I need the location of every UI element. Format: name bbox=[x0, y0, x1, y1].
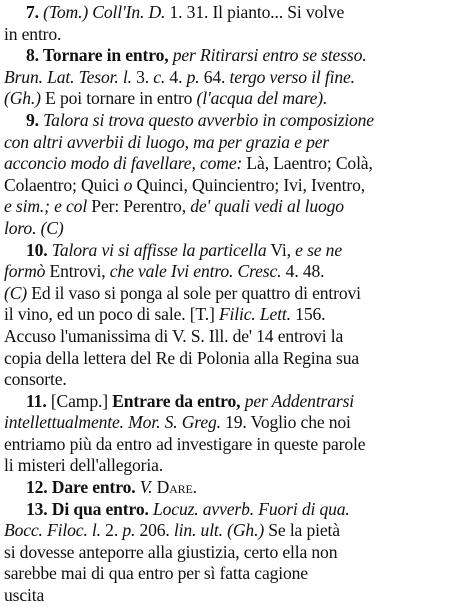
text-line bbox=[4, 2, 466, 24]
text-run: Talora si trova questo avverbio in composizione bbox=[43, 109, 374, 130]
text-line bbox=[4, 455, 466, 477]
text-line bbox=[4, 196, 466, 218]
text-run: (Gh.) bbox=[4, 88, 41, 109]
text-run: 13. Di qua entro. bbox=[26, 498, 149, 519]
text-run: Entrovi, bbox=[45, 261, 110, 282]
text-line bbox=[4, 520, 466, 542]
text-run: Vi, bbox=[266, 239, 296, 260]
text-run: 10. bbox=[26, 239, 52, 260]
text-line bbox=[4, 391, 466, 413]
text-line bbox=[4, 45, 466, 67]
text-run: loro. (C) bbox=[4, 217, 64, 238]
text-line bbox=[4, 348, 466, 370]
text-run: [Camp.] bbox=[50, 390, 113, 411]
text-run: Bocc. Filoc. l. bbox=[4, 520, 101, 541]
text-run: 9. bbox=[26, 109, 44, 130]
text-run: c. bbox=[153, 66, 166, 87]
text-line bbox=[4, 326, 466, 348]
text-line bbox=[4, 563, 466, 585]
text-run: 4. 48. bbox=[281, 261, 325, 282]
text-run: Ed il vaso si ponga al sole per quattro di entrovi bbox=[27, 282, 361, 303]
text-run: e sim.; e col bbox=[4, 196, 88, 217]
text-run: intellettualmente. Mor. S. Greg. bbox=[4, 412, 221, 433]
text-run: (C) bbox=[4, 282, 28, 303]
text-run: 7. bbox=[26, 2, 44, 22]
text-run: 8. Tornare in entro, bbox=[26, 45, 169, 66]
dictionary-page bbox=[4, 2, 466, 607]
text-run: Filic. Lett. bbox=[218, 304, 291, 325]
text-run: formò bbox=[4, 261, 46, 282]
text-run: con altri avverbii di luogo, ma per grazia e per bbox=[4, 131, 330, 152]
text-line bbox=[4, 67, 466, 89]
text-run: Locuz. avverb. Fuori di qua. bbox=[153, 498, 350, 519]
text-run: 11. bbox=[26, 390, 51, 411]
text-line bbox=[4, 434, 466, 456]
text-run: per Addentrarsi bbox=[244, 390, 355, 411]
text-run: de' quali vedi al luogo bbox=[190, 196, 344, 217]
text-line bbox=[4, 240, 466, 262]
text-run: Dare. bbox=[156, 477, 197, 498]
text-run: p. bbox=[186, 66, 200, 87]
text-line bbox=[4, 218, 466, 240]
text-run: che vale Ivi entro. Cresc. bbox=[109, 261, 282, 282]
text-run: Per: Perentro, bbox=[87, 196, 191, 217]
text-run: Accuso l'umanissima di V. S. Ill. de' 14 entrovi la bbox=[4, 325, 344, 346]
text-run: Talora vi si affisse la particella bbox=[51, 239, 267, 260]
text-run: lin. ult. (Gh.) bbox=[173, 520, 265, 541]
text-run: 19. Voglio che noi bbox=[220, 412, 351, 433]
text-line bbox=[4, 88, 466, 110]
text-run: Entrare da entro, bbox=[112, 390, 241, 411]
text-line bbox=[4, 24, 466, 46]
text-run: Là, Laentro; Colà, bbox=[242, 153, 373, 174]
text-run: per Ritirarsi entro se stesso. bbox=[172, 45, 367, 66]
text-line bbox=[4, 412, 466, 434]
text-run: V. bbox=[139, 477, 153, 498]
text-run: 206. bbox=[135, 520, 174, 541]
text-line bbox=[4, 542, 466, 564]
text-run: li misteri dell'allegoria. bbox=[4, 455, 164, 476]
text-run: p. bbox=[122, 520, 136, 541]
text-run: 12. Dare entro. bbox=[26, 477, 136, 498]
text-run: Se la pietà bbox=[264, 520, 340, 541]
text-run: consorte. bbox=[4, 369, 67, 390]
text-run: in entro. bbox=[4, 23, 62, 44]
text-line bbox=[4, 110, 466, 132]
text-run: uscita bbox=[4, 585, 45, 606]
text-run: acconcio modo di favellare, come: bbox=[4, 153, 243, 174]
text-run: copia della lettera del Re di Polonia alla Regina sua bbox=[4, 347, 360, 368]
text-run: Quinci, Quincientro; Ivi, Iventro, bbox=[132, 174, 365, 195]
text-run: 2. bbox=[100, 520, 123, 541]
text-run: tergo verso il fine. bbox=[229, 66, 355, 87]
text-line bbox=[4, 499, 466, 521]
text-run: si dovesse anteporre alla giustizia, certo ella non bbox=[4, 541, 338, 562]
text-run: 1. 31. Il pianto... Si volve bbox=[165, 2, 345, 22]
text-run: 3. bbox=[131, 66, 154, 87]
text-run: o bbox=[123, 174, 133, 195]
text-line bbox=[4, 283, 466, 305]
text-line bbox=[4, 153, 466, 175]
text-run: 64. bbox=[199, 66, 230, 87]
text-run: E poi tornare in entro bbox=[40, 88, 197, 109]
text-line bbox=[4, 304, 466, 326]
text-run: e se ne bbox=[295, 239, 342, 260]
text-run: il vino, ed un poco di sale. [T.] bbox=[4, 304, 219, 325]
text-run: 4. bbox=[165, 66, 187, 87]
text-run: 156. bbox=[290, 304, 326, 325]
text-line bbox=[4, 132, 466, 154]
text-run: Colaentro; Quici bbox=[4, 174, 124, 195]
text-line bbox=[4, 477, 466, 499]
text-line bbox=[4, 369, 466, 391]
text-run: Coll'In. D. bbox=[92, 2, 166, 22]
text-run: entriamo più da entro ad investigare in queste parole bbox=[4, 433, 366, 454]
text-line bbox=[4, 261, 466, 283]
text-run: Brun. Lat. Tesor. l. bbox=[4, 66, 132, 87]
text-run: (l'acqua del mare). bbox=[196, 88, 328, 109]
text-run: sarebbe mai di qua entro per sì fatta cagione bbox=[4, 563, 308, 584]
text-line bbox=[4, 175, 466, 197]
text-run: (Tom.) bbox=[43, 2, 89, 22]
